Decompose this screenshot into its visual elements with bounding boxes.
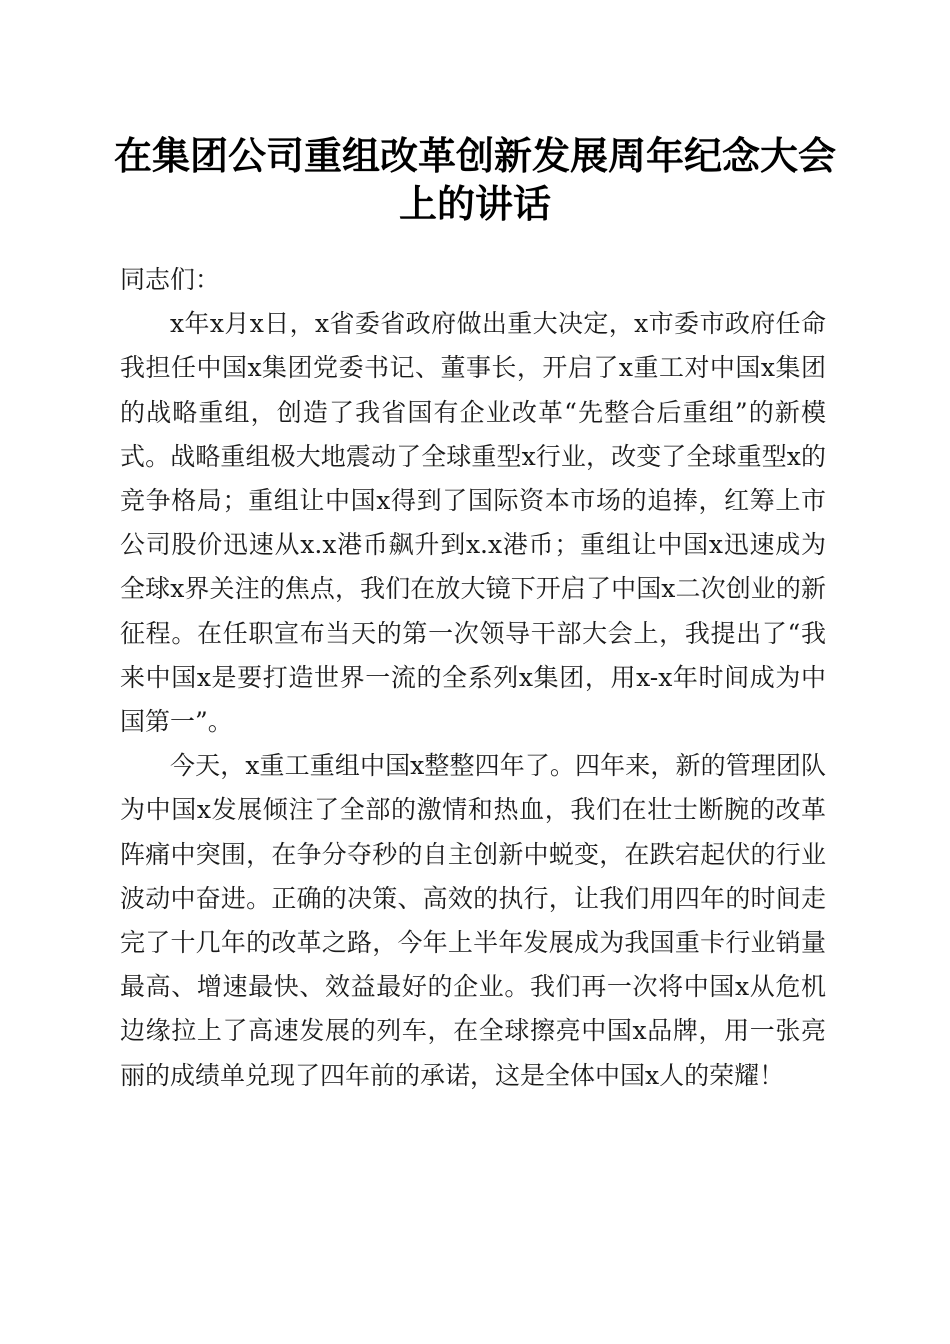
document-title: 在集团公司重组改革创新发展周年纪念大会上的讲话	[113, 133, 836, 226]
paragraph: 今天，x重工重组中国x整整四年了。四年来，新的管理团队为中国x发展倾注了全部的激情和热血，我们在壮士断腕的改革阵痛中突围，在争分夺秒的自主创新中蜕变，在跌宕起伏的行业波动中奋进。正确的决策、高效的执行，让我们用四年的时间走完了十几年的改革之路，今年上半年发展成为我国重卡行业销量最高、增速最快、效益最好的企业。我们再一次将中国x从危机边缘拉上了高速发展的列车，在全球擦亮中国x品牌，用一张亮丽的成绩单兑现了四年前的承诺，这是全体中国x人的荣耀！	[120, 751, 826, 1090]
document-body	[120, 258, 826, 1098]
salutation: 同志们：	[120, 265, 221, 294]
paragraph: x年x月x日，x省委省政府做出重大决定，x市委市政府任命我担任中国x集团党委书记、董事长，开启了x重工对中国x集团的战略重组，创造了我省国有企业改革“先整合后重组”的新模式。战略重组极大地震动了全球重型x行业，改变了全球重型x的竞争格局；重组让中国x得到了国际资本市场的追捧，红筹上市公司股价迅速从x.x港币飙升到x.x港币；重组让中国x迅速成为全球x界关注的焦点，我们在放大镜下开启了中国x二次创业的新征程。在任职宣布当天的第一次领导干部大会上，我提出了“我来中国x是要打造世界一流的全系列x集团，用x-x年时间成为中国第一”。	[120, 309, 826, 737]
